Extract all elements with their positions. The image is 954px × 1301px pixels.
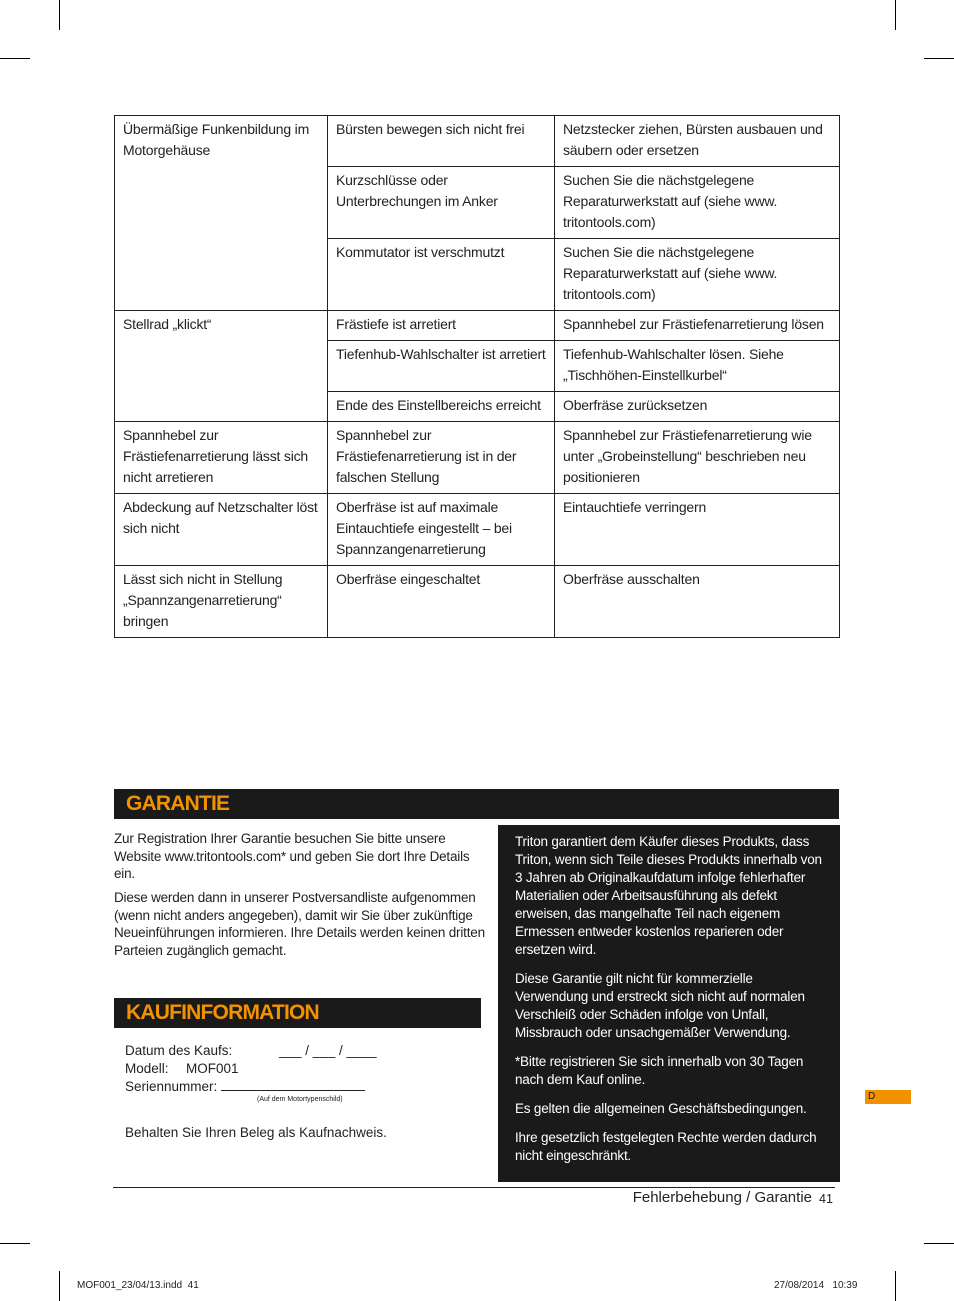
purchase-date-field[interactable]: ___ / ___ / ____ [279,1043,377,1058]
crop-mark [924,58,954,59]
model-row [125,1060,445,1078]
serial-number-row [125,1078,445,1096]
garantie-paragraph-1: Zur Registration Ihrer Garantie besuchen Sie bitte unsere Website www.tritontools.com* und geben Sie dort Ihre Details ein. [114,831,470,881]
table-cell-solution: Suchen Sie die nächstgelegene Reparaturwerkstatt auf (siehe www. tritontools.com) [555,167,840,239]
page-number: 41 [819,1192,833,1206]
table-cell-cause: Kurzschlüsse oder Unterbrechungen im Anker [328,167,555,239]
crop-mark [0,1243,30,1244]
slug-date: 27/08/2014 [774,1280,825,1291]
troubleshooting-table [114,115,840,638]
table-cell-problem: Übermäßige Funkenbildung im Motorgehäuse [115,116,328,311]
table-cell-cause: Frästiefe ist arretiert [328,311,555,341]
footer-divider [113,1187,835,1188]
table-cell-cause: Kommutator ist verschmutzt [328,239,555,311]
table-cell-solution: Spannhebel zur Frästiefenarretierung wie unter „Grobeinstellung“ beschrieben neu positionieren [555,422,840,494]
language-tab: D [865,1090,911,1104]
table-row [115,116,840,167]
table-cell-solution: Oberfräse zurücksetzen [555,392,840,422]
purchase-info-form [125,1042,445,1096]
warranty-terms-paragraph: *Bitte registrieren Sie sich innerhalb von 30 Tagen nach dem Kauf online. [515,1054,804,1087]
table-cell-solution: Tiefenhub-Wahlschalter lösen. Siehe „Tischhöhen-Einstellkurbel“ [555,341,840,392]
table-row [115,422,840,494]
warranty-terms-paragraph: Triton garantiert dem Käufer dieses Produkts, dass Triton, wenn sich Teile dieses Produkts innerhalb von 3 Jahren ab Originalkaufdatum infolge fehlerhafter Materialien oder Arbeitsausführung als defekt erweisen, das mangelhafte Teil nach eigenem Ermessen entweder kostenlos reparieren oder ersetzen wird. [515,834,822,957]
model-label: Modell: [125,1061,169,1076]
crop-mark [59,1271,60,1301]
receipt-note: Behalten Sie Ihren Beleg als Kaufnachweis. [125,1125,387,1140]
model-value: MOF001 [186,1061,239,1076]
slug-file: MOF001_23/04/13.indd [77,1280,183,1291]
warranty-terms-paragraph: Ihre gesetzlich festgelegten Rechte werden dadurch nicht eingeschränkt. [515,1130,817,1163]
crop-mark [895,1271,896,1301]
footer-section-title: Fehlerbehebung / Garantie [632,1189,812,1206]
table-cell-problem: Stellrad „klickt“ [115,311,328,422]
table-row [115,494,840,566]
kaufinformation-heading: KAUFINFORMATION [114,998,481,1028]
table-cell-problem: Spannhebel zur Frästiefenarretierung lässt sich nicht arretieren [115,422,328,494]
warranty-terms-box [498,825,840,1182]
slug-file-page: 41 [187,1280,199,1291]
garantie-paragraph-2: Diese werden dann in unserer Postversandliste aufgenommen (wenn nicht anders angegeben), damit wir Sie über zukünftige Neueinführungen informieren. Ihre Details werden keinen dritten Parteien zugänglich gemacht. [114,890,485,958]
garantie-paragraph [114,889,486,959]
table-cell-cause: Tiefenhub-Wahlschalter ist arretiert [328,341,555,392]
crop-mark [0,58,30,59]
purchase-date-label: Datum des Kaufs: [125,1043,233,1058]
table-cell-solution: Eintauchtiefe verringern [555,494,840,566]
slug-time: 10:39 [832,1280,858,1291]
table-cell-cause: Spannhebel zur Frästiefenarretierung ist in der falschen Stellung [328,422,555,494]
serial-number-note: (Auf dem Motortypenschild) [257,1096,343,1103]
crop-mark [924,1243,954,1244]
table-cell-cause: Bürsten bewegen sich nicht frei [328,116,555,167]
crop-mark [59,0,60,30]
table-row [115,566,840,638]
serial-number-field[interactable] [221,1078,365,1091]
table-cell-cause: Ende des Einstellbereichs erreicht [328,392,555,422]
purchase-date-row [125,1042,445,1060]
table-cell-solution: Suchen Sie die nächstgelegene Reparaturwerkstatt auf (siehe www. tritontools.com) [555,239,840,311]
table-cell-cause: Oberfräse ist auf maximale Eintauchtiefe eingestellt – bei Spannzangenarretierung [328,494,555,566]
serial-number-label: Seriennummer: [125,1079,218,1094]
table-cell-solution: Oberfräse ausschalten [555,566,840,638]
table-cell-cause: Oberfräse eingeschaltet [328,566,555,638]
table-row [115,311,840,341]
table-cell-solution: Netzstecker ziehen, Bürsten ausbauen und säubern oder ersetzen [555,116,840,167]
warranty-terms-paragraph: Es gelten die allgemeinen Geschäftsbedingungen. [515,1101,807,1116]
table-cell-problem: Lässt sich nicht in Stellung „Spannzangenarretierung“ bringen [115,566,328,638]
garantie-paragraph [114,830,486,883]
table-cell-problem: Abdeckung auf Netzschalter löst sich nicht [115,494,328,566]
slug-timestamp [774,1280,857,1291]
warranty-terms-paragraph: Diese Garantie gilt nicht für kommerzielle Verwendung und erstreckt sich nicht auf normalen Verschleiß oder Schäden infolge von Unfall, Missbrauch oder unsachgemäßer Verwendung. [515,971,805,1040]
crop-mark [895,0,896,30]
garantie-heading: GARANTIE [114,789,839,819]
table-cell-solution: Spannhebel zur Frästiefenarretierung lösen [555,311,840,341]
slug-filename [77,1280,199,1291]
